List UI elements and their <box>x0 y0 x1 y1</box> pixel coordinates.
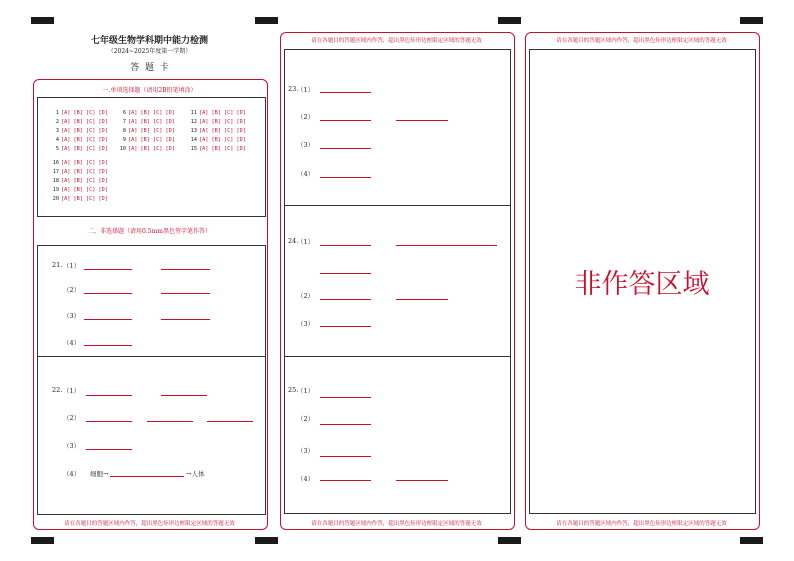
mc-options[interactable]: [A] [B] [C] [D] <box>61 178 108 184</box>
mc-number: 5 <box>55 146 59 152</box>
mc-options[interactable]: [A] [B] [C] [D] <box>61 196 108 202</box>
q23-part2-blank-b[interactable] <box>396 120 448 121</box>
mc-number: 16 <box>52 160 59 166</box>
mc-question-5 <box>50 146 108 152</box>
q24-part1-blank-b[interactable] <box>396 245 497 246</box>
q21-part2-label: （2） <box>63 286 81 294</box>
notice-column3-top: 请在各题目的答题区域内作答，超出黑色矩形边框限定区域的答题无效 <box>556 38 727 44</box>
notice-column1: 请在各题目的答题区域内作答，超出黑色矩形边框限定区域的答题无效 <box>64 521 235 527</box>
mc-options[interactable]: [A] [B] [C] [D] <box>199 110 246 116</box>
q24-part1-label: （1） <box>297 238 315 246</box>
q24-part2-blank-a[interactable] <box>320 299 371 300</box>
mc-number: 9 <box>122 137 126 143</box>
q22-part4-blank[interactable] <box>110 476 184 477</box>
mc-options[interactable]: [A] [B] [C] [D] <box>61 160 108 166</box>
mc-question-9 <box>117 137 175 143</box>
mc-number: 18 <box>52 178 59 184</box>
q22-part4-label: （4） <box>63 470 81 478</box>
q21-part3-blank-b[interactable] <box>161 319 210 320</box>
q21-number: 21. <box>52 261 63 269</box>
mc-number: 3 <box>55 128 59 134</box>
q25-number: 25. <box>288 386 299 394</box>
q24-part3-label: （3） <box>297 320 315 328</box>
q21-part3-label: （3） <box>63 312 81 320</box>
mc-options[interactable]: [A] [B] [C] [D] <box>61 119 108 125</box>
q22-part2-blank-c[interactable] <box>207 421 253 422</box>
non-answer-area-label: 非作答区域 <box>574 269 710 300</box>
q22-part1-blank-b[interactable] <box>161 395 207 396</box>
q25-part1-label: （1） <box>297 387 315 395</box>
registration-mark <box>31 17 54 24</box>
mc-options[interactable]: [A] [B] [C] [D] <box>128 137 175 143</box>
mc-question-10 <box>117 146 175 152</box>
mc-number: 11 <box>190 110 197 116</box>
mc-options[interactable]: [A] [B] [C] [D] <box>61 137 108 143</box>
q23-number: 23. <box>288 85 299 93</box>
q21-part1-blank-b[interactable] <box>161 269 210 270</box>
mc-question-1 <box>50 110 108 116</box>
mc-options[interactable]: [A] [B] [C] [D] <box>61 110 108 116</box>
registration-mark <box>255 537 278 544</box>
mc-options[interactable]: [A] [B] [C] [D] <box>128 110 175 116</box>
q22-part2-label: （2） <box>63 414 81 422</box>
q21-part1-label: （1） <box>63 262 81 270</box>
mc-number: 8 <box>122 128 126 134</box>
registration-mark <box>31 537 54 544</box>
mc-number: 14 <box>190 137 197 143</box>
registration-mark <box>740 537 763 544</box>
divider <box>284 356 510 357</box>
q24-part1-blank-a[interactable] <box>320 245 371 246</box>
notice-column2-bottom: 请在各题目的答题区域内作答，超出黑色矩形边框限定区域的答题无效 <box>311 521 482 527</box>
q23-part3-label: （3） <box>297 141 315 149</box>
q22-part3-blank[interactable] <box>86 449 132 450</box>
q24-part2-label: （2） <box>297 292 315 300</box>
mc-options[interactable]: [A] [B] [C] [D] <box>199 119 246 125</box>
q23-part4-blank[interactable] <box>320 177 371 178</box>
mc-options[interactable]: [A] [B] [C] [D] <box>199 128 246 134</box>
mc-question-7 <box>117 119 175 125</box>
mc-options[interactable]: [A] [B] [C] [D] <box>61 187 108 193</box>
mc-options[interactable]: [A] [B] [C] [D] <box>128 146 175 152</box>
mc-number: 7 <box>122 119 126 125</box>
mc-question-4 <box>50 137 108 143</box>
registration-mark <box>498 537 521 544</box>
q24-part1-blank-c[interactable] <box>320 273 371 274</box>
mc-options[interactable]: [A] [B] [C] [D] <box>128 128 175 134</box>
q25-part3-blank[interactable] <box>320 456 371 457</box>
mc-number: 4 <box>55 137 59 143</box>
registration-mark <box>255 17 278 24</box>
q22-part1-label: （1） <box>63 387 81 395</box>
mc-options[interactable]: [A] [B] [C] [D] <box>199 137 246 143</box>
q21-part2-blank-a[interactable] <box>84 293 132 294</box>
q25-part4-blank-a[interactable] <box>320 480 371 481</box>
section1-title: 一.单项选择题（请用2B铅笔填涂） <box>102 87 197 94</box>
q25-part2-blank[interactable] <box>320 424 371 425</box>
q21-part2-blank-b[interactable] <box>161 293 210 294</box>
mc-question-6 <box>117 110 175 116</box>
mc-number: 19 <box>52 187 59 193</box>
mc-options[interactable]: [A] [B] [C] [D] <box>61 128 108 134</box>
notice-column2-top: 请在各题目的答题区域内作答，超出黑色矩形边框限定区域的答题无效 <box>311 38 482 44</box>
mc-question-13 <box>188 128 246 134</box>
mc-question-12 <box>188 119 246 125</box>
q21-part3-blank-a[interactable] <box>84 319 132 320</box>
q23-part2-label: （2） <box>297 113 315 121</box>
mc-options[interactable]: [A] [B] [C] [D] <box>199 146 246 152</box>
mc-question-20 <box>50 196 108 202</box>
divider <box>37 356 265 357</box>
mc-number: 1 <box>55 110 59 116</box>
mc-question-19 <box>50 187 108 193</box>
q23-part3-blank[interactable] <box>320 148 371 149</box>
mc-question-14 <box>188 137 246 143</box>
q23-part1-blank[interactable] <box>320 92 371 93</box>
q24-part3-blank[interactable] <box>320 326 371 327</box>
mc-number: 13 <box>190 128 197 134</box>
q23-part4-label: （4） <box>297 170 315 178</box>
mc-question-15 <box>188 146 246 152</box>
q25-part3-label: （3） <box>297 447 315 455</box>
mc-options[interactable]: [A] [B] [C] [D] <box>61 146 108 152</box>
q21-part4-blank[interactable] <box>84 345 132 346</box>
mc-number: 2 <box>55 119 59 125</box>
q25-part4-blank-b[interactable] <box>396 480 448 481</box>
q24-part2-blank-b[interactable] <box>396 299 448 300</box>
notice-column3-bottom: 请在各题目的答题区域内作答，超出黑色矩形边框限定区域的答题无效 <box>556 521 727 527</box>
q25-part2-label: （2） <box>297 415 315 423</box>
q22-part2-blank-a[interactable] <box>86 421 132 422</box>
exam-title: 七年级生物学科期中能力检测 <box>90 36 208 46</box>
mc-options[interactable]: [A] [B] [C] [D] <box>61 169 108 175</box>
q22-part2-blank-b[interactable] <box>147 421 193 422</box>
mc-question-16 <box>50 160 108 166</box>
q22-part3-label: （3） <box>63 442 81 450</box>
mc-question-17 <box>50 169 108 175</box>
q22-number: 22. <box>52 386 63 394</box>
divider <box>284 205 510 206</box>
mc-question-2 <box>50 119 108 125</box>
mc-question-18 <box>50 178 108 184</box>
exam-subtitle: （2024~2025年度第一学期） <box>107 48 192 55</box>
mc-question-11 <box>188 110 246 116</box>
q23-part1-label: （1） <box>297 86 315 94</box>
q24-number: 24. <box>288 237 299 245</box>
q21-part1-blank-a[interactable] <box>84 269 132 270</box>
mc-number: 6 <box>122 110 126 116</box>
q22-part1-blank-a[interactable] <box>86 395 132 396</box>
card-title: 答 题 卡 <box>130 63 169 73</box>
section2-title: 二、非选择题（请用0.5mm黑色签字笔作答） <box>88 228 211 235</box>
mc-number: 15 <box>190 146 197 152</box>
mc-options[interactable]: [A] [B] [C] [D] <box>128 119 175 125</box>
mc-question-8 <box>117 128 175 134</box>
q22-chain-end: →人体 <box>186 470 205 478</box>
q25-part1-blank[interactable] <box>320 397 371 398</box>
q25-part4-label: （4） <box>297 475 315 483</box>
registration-mark <box>498 17 521 24</box>
mc-question-3 <box>50 128 108 134</box>
q23-part2-blank-a[interactable] <box>320 120 371 121</box>
registration-mark <box>740 17 763 24</box>
mc-number: 17 <box>52 169 59 175</box>
q22-chain-start: 细胞→ <box>90 470 109 478</box>
mc-number: 20 <box>52 196 59 202</box>
answer-box-q23-q25 <box>284 49 511 514</box>
mc-number: 10 <box>119 146 126 152</box>
q21-part4-label: （4） <box>63 339 81 347</box>
mc-number: 12 <box>190 119 197 125</box>
